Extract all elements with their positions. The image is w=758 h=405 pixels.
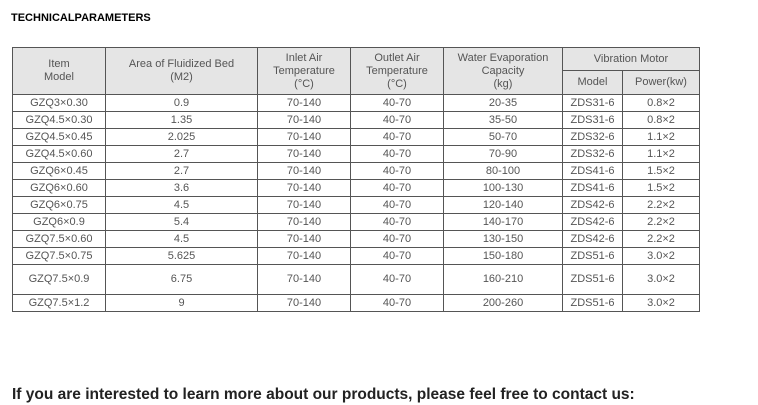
cell-inlet: 70-140	[258, 129, 351, 146]
cell-motor: ZDS51-6	[563, 295, 623, 312]
cell-power: 1.1×2	[623, 129, 700, 146]
table-body	[13, 95, 700, 312]
cell-power: 3.0×2	[623, 248, 700, 265]
cell-inlet: 70-140	[258, 163, 351, 180]
header-area-label: Area of Fluidized Bed	[128, 58, 235, 70]
cell-model: GZQ4.5×0.45	[13, 129, 106, 146]
cell-motor: ZDS42-6	[563, 214, 623, 231]
header-inlet-unit: (°C)	[294, 77, 314, 90]
cell-power: 1.5×2	[623, 163, 700, 180]
cell-model: GZQ6×0.75	[13, 197, 106, 214]
table-row	[13, 231, 700, 248]
table-row	[13, 163, 700, 180]
cell-outlet: 40-70	[351, 197, 444, 214]
table-row	[13, 295, 700, 312]
header-inlet-temp	[258, 48, 351, 95]
cell-model: GZQ6×0.60	[13, 180, 106, 197]
table-row	[13, 146, 700, 163]
cell-area: 4.5	[106, 197, 258, 214]
cell-area: 4.5	[106, 231, 258, 248]
cell-model: GZQ4.5×0.60	[13, 146, 106, 163]
cell-area: 6.75	[106, 265, 258, 295]
cell-area: 2.7	[106, 146, 258, 163]
cell-power: 1.1×2	[623, 146, 700, 163]
header-outlet-label-1: Outlet Air	[374, 51, 420, 64]
cell-motor: ZDS41-6	[563, 163, 623, 180]
table-row	[13, 248, 700, 265]
cell-motor: ZDS42-6	[563, 197, 623, 214]
table-row	[13, 197, 700, 214]
cell-capacity: 150-180	[444, 248, 563, 265]
cell-capacity: 160-210	[444, 265, 563, 295]
table-row	[13, 95, 700, 112]
contact-message: If you are interested to learn more about our products, please feel free to contact us:	[12, 386, 635, 403]
header-model-label: Model	[44, 71, 74, 83]
cell-outlet: 40-70	[351, 248, 444, 265]
header-inlet-label-1: Inlet Air	[285, 51, 323, 64]
cell-power: 3.0×2	[623, 265, 700, 295]
cell-area: 2.025	[106, 129, 258, 146]
cell-model: GZQ3×0.30	[13, 95, 106, 112]
header-item-model	[13, 48, 106, 95]
cell-outlet: 40-70	[351, 95, 444, 112]
table-row	[13, 265, 700, 295]
cell-model: GZQ6×0.9	[13, 214, 106, 231]
cell-inlet: 70-140	[258, 95, 351, 112]
cell-power: 3.0×2	[623, 295, 700, 312]
cell-inlet: 70-140	[258, 231, 351, 248]
cell-power: 2.2×2	[623, 214, 700, 231]
cell-motor: ZDS41-6	[563, 180, 623, 197]
cell-capacity: 100-130	[444, 180, 563, 197]
cell-power: 0.8×2	[623, 95, 700, 112]
cell-area: 0.9	[106, 95, 258, 112]
cell-outlet: 40-70	[351, 231, 444, 248]
cell-inlet: 70-140	[258, 265, 351, 295]
cell-outlet: 40-70	[351, 295, 444, 312]
cell-motor: ZDS42-6	[563, 231, 623, 248]
cell-power: 2.2×2	[623, 197, 700, 214]
header-vibration-motor: Vibration Motor	[563, 48, 700, 71]
cell-area: 9	[106, 295, 258, 312]
cell-motor: ZDS51-6	[563, 265, 623, 295]
cell-inlet: 70-140	[258, 146, 351, 163]
header-item-label: Item	[48, 58, 70, 70]
cell-capacity: 130-150	[444, 231, 563, 248]
cell-model: GZQ7.5×0.75	[13, 248, 106, 265]
header-water-capacity	[444, 48, 563, 95]
cell-inlet: 70-140	[258, 197, 351, 214]
cell-area: 5.625	[106, 248, 258, 265]
cell-motor: ZDS51-6	[563, 248, 623, 265]
cell-area: 3.6	[106, 180, 258, 197]
cell-inlet: 70-140	[258, 180, 351, 197]
cell-capacity: 80-100	[444, 163, 563, 180]
cell-outlet: 40-70	[351, 112, 444, 129]
cell-capacity: 50-70	[444, 129, 563, 146]
header-water-unit: (kg)	[493, 77, 513, 90]
cell-capacity: 20-35	[444, 95, 563, 112]
cell-model: GZQ4.5×0.30	[13, 112, 106, 129]
cell-model: GZQ6×0.45	[13, 163, 106, 180]
section-title: TECHNICALPARAMETERS	[11, 12, 151, 24]
cell-capacity: 35-50	[444, 112, 563, 129]
header-area	[106, 48, 258, 95]
cell-model: GZQ7.5×1.2	[13, 295, 106, 312]
cell-area: 2.7	[106, 163, 258, 180]
cell-model: GZQ7.5×0.60	[13, 231, 106, 248]
cell-inlet: 70-140	[258, 248, 351, 265]
cell-outlet: 40-70	[351, 180, 444, 197]
header-outlet-temp	[351, 48, 444, 95]
cell-motor: ZDS32-6	[563, 146, 623, 163]
header-area-unit: (M2)	[170, 71, 193, 83]
header-outlet-unit: (°C)	[387, 77, 407, 90]
cell-outlet: 40-70	[351, 265, 444, 295]
header-inlet-label-2: Temperature	[273, 64, 335, 77]
cell-area: 5.4	[106, 214, 258, 231]
cell-power: 0.8×2	[623, 112, 700, 129]
cell-outlet: 40-70	[351, 146, 444, 163]
table-row	[13, 180, 700, 197]
table-row	[13, 129, 700, 146]
cell-outlet: 40-70	[351, 214, 444, 231]
header-motor-model: Model	[563, 71, 623, 95]
cell-motor: ZDS31-6	[563, 95, 623, 112]
technical-parameters-table	[12, 47, 700, 312]
header-outlet-label-2: Temperature	[366, 64, 428, 77]
cell-inlet: 70-140	[258, 112, 351, 129]
table-row	[13, 112, 700, 129]
cell-inlet: 70-140	[258, 214, 351, 231]
cell-area: 1.35	[106, 112, 258, 129]
cell-capacity: 70-90	[444, 146, 563, 163]
header-water-label-2: Capacity	[481, 64, 525, 77]
cell-capacity: 140-170	[444, 214, 563, 231]
table-row	[13, 214, 700, 231]
header-water-label-1: Water Evaporation	[457, 51, 549, 64]
cell-outlet: 40-70	[351, 163, 444, 180]
cell-capacity: 200-260	[444, 295, 563, 312]
cell-model: GZQ7.5×0.9	[13, 265, 106, 295]
cell-motor: ZDS32-6	[563, 129, 623, 146]
cell-motor: ZDS31-6	[563, 112, 623, 129]
header-motor-power: Power(kw)	[623, 71, 700, 95]
cell-power: 1.5×2	[623, 180, 700, 197]
cell-power: 2.2×2	[623, 231, 700, 248]
cell-inlet: 70-140	[258, 295, 351, 312]
cell-outlet: 40-70	[351, 129, 444, 146]
cell-capacity: 120-140	[444, 197, 563, 214]
